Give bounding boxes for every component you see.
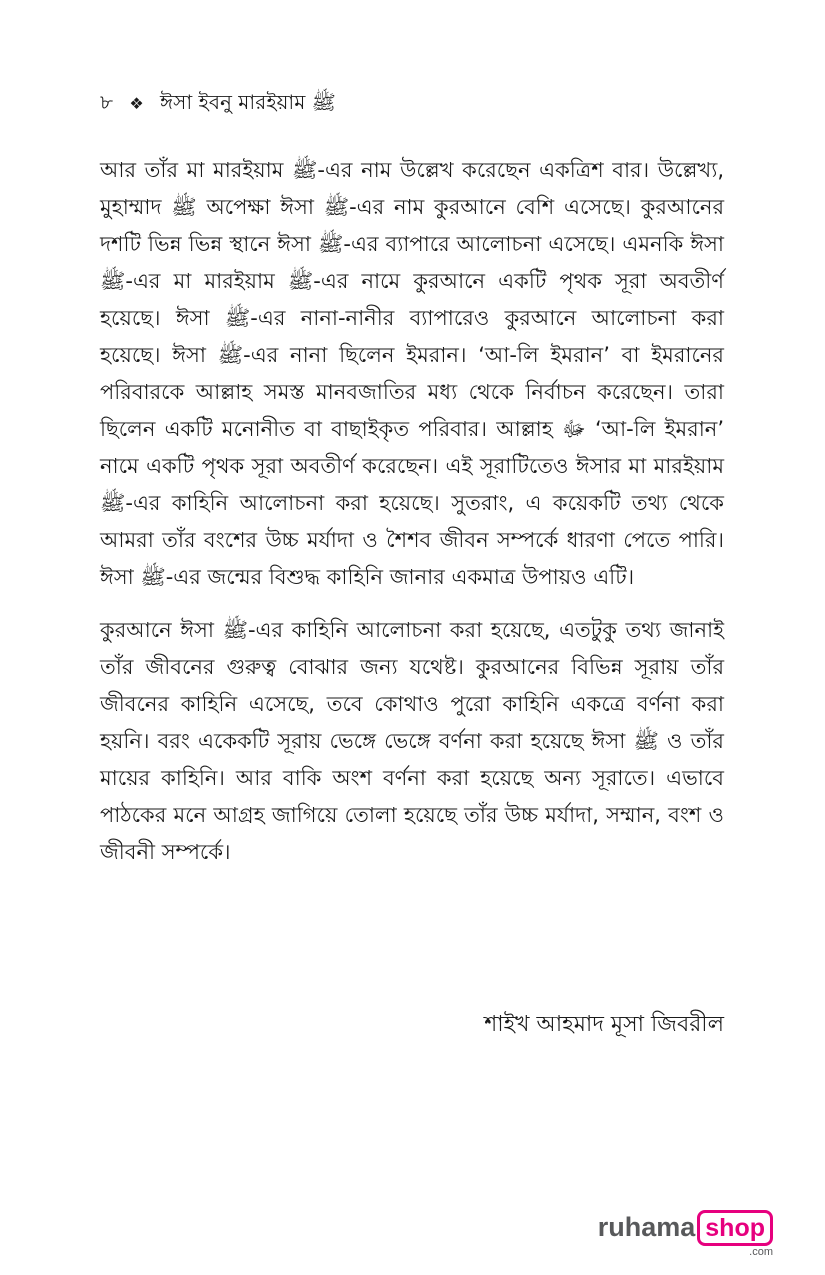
page-number: ৮ <box>100 90 113 114</box>
author-signature: শাইখ আহমাদ মূসা জিবরীল <box>484 1012 724 1037</box>
brand-primary-text: ruhama <box>597 1212 696 1242</box>
brand-suffix-text: .com <box>749 1246 773 1258</box>
ruhamashop-watermark-logo <box>597 1210 773 1258</box>
brand-shop-box <box>697 1210 773 1258</box>
paragraph: কুরআনে ঈসা ﷺ-এর কাহিনি আলোচনা করা হয়েছে, এতটুকু তথ্য জানাই তাঁর জীবনের গুরুত্ব বোঝার জন্য যথেষ্ট। কুরআনের বিভিন্ন সূরায় তাঁর জীবনের কাহিনি এসেছে, তবে কোথাও পুরো কাহিনি একত্রে বর্ণনা করা হয়নি। বরং একেকটি সূরায় ভেঙ্গে ভেঙ্গে বর্ণনা করা হয়েছে ঈসা ﷺ ও তাঁর মায়ের কাহিনি। আর বাকি অংশ বর্ণনা করা হয়েছে অন্য সূরাতে। এভাবে পাঠকের মনে আগ্রহ জাগিয়ে তোলা হয়েছে তাঁর উচ্চ মর্যাদা, সম্মান, বংশ ও জীবনী সম্পর্কে। <box>100 618 725 864</box>
paragraph: আর তাঁর মা মারইয়াম ﷺ-এর নাম উল্লেখ করেছেন একত্রিশ বার। উল্লেখ্য, মুহাম্মাদ ﷺ অপেক্ষা ঈসা ﷺ-এর নাম কুরআনে বেশি এসেছে। কুরআনের দশটি ভিন্ন ভিন্ন স্থানে ঈসা ﷺ-এর ব্যাপারে আলোচনা এসেছে। এমনকি ঈসা ﷺ-এর মা মারইয়াম ﷺ-এর নামে কুরআনে একটি পৃথক সূরা অবতীর্ণ হয়েছে। ঈসা ﷺ-এর নানা-নানীর ব্যাপারেও কুরআনে আলোচনা করা হয়েছে। ঈসা ﷺ-এর নানা ছিলেন ইমরান। ‘আ-লি ইমরান’ বা ইমরানের পরিবারকে আল্লাহ সমস্ত মানবজাতির মধ্য থেকে নির্বাচন করেছেন। তারা ছিলেন একটি মনোনীত বা বাছাইকৃত পরিবার। আল্লাহ ﷻ ‘আ-লি ইমরান’ নামে একটি পৃথক সূরা অবতীর্ণ করেছেন। এই সূরাটিতেও ঈসার মা মারইয়াম ﷺ-এর কাহিনি আলোচনা করা হয়েছে। সুতরাং, এ কয়েকটি তথ্য থেকে আমরা তাঁর বংশের উচ্চ মর্যাদা ও শৈশব জীবন সম্পর্কে ধারণা পেতে পারি। ঈসা ﷺ-এর জন্মের বিশুদ্ধ কাহিনি জানার একমাত্র উপায়ও এটি। <box>100 158 724 589</box>
brand-secondary-text: shop <box>697 1210 773 1246</box>
book-title: ঈসা ইবনু মারইয়াম ﷺ <box>160 90 336 114</box>
ornament-divider-icon: ❖ <box>129 94 144 113</box>
main-text <box>100 152 724 887</box>
running-header <box>100 88 346 118</box>
